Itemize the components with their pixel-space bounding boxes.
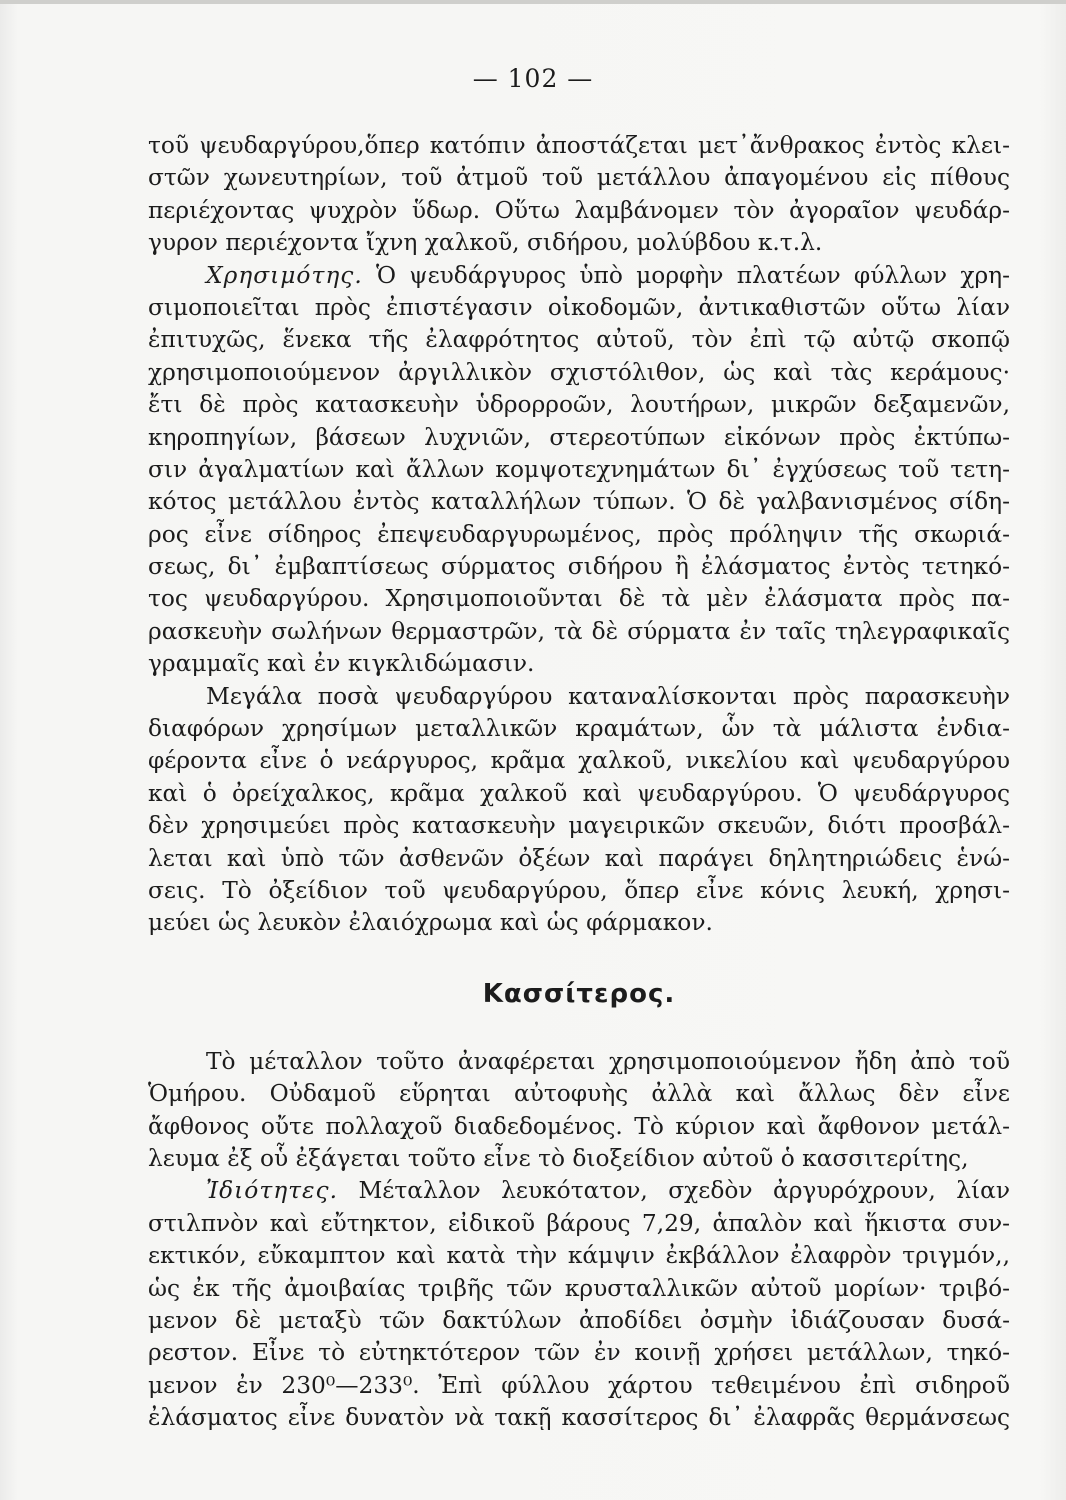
text-line: μεύει ὡς λευκὸν ἐλαιόχρωμα καὶ ὡς φάρμακον. [148, 909, 713, 937]
text-line: κότος μετάλλου ἐντὸς καταλλήλων τύπων. Ὁ δὲ γαλβανισμένος σίδη- [148, 488, 1010, 516]
text-line: χρησιμοποιούμενον ἀργιλλικὸν σχιστόλιθον, ὡς καὶ τὰς κεράμους· [148, 358, 1010, 386]
text-line: σιμοποιεῖται πρὸς ἐπιστέγασιν οἰκοδομῶν, ἀντικαθιστῶν οὕτω λίαν [148, 293, 1010, 321]
text-line: μενον ἐν 230⁰—233⁰. Ἐπὶ φύλλου χάρτου τεθειμένου ἐπὶ σιδηροῦ [148, 1371, 1010, 1399]
text-fragment: Μέταλλον λευκότατον, σχεδὸν ἀργυρόχρουν, λίαν [338, 1177, 1010, 1205]
text-line: γυρον περιέχοντα ἴχνη χαλκοῦ, σιδήρου, μολύβδου κ.τ.λ. [148, 229, 823, 257]
text-line: μενον δὲ μεταξὺ τῶν δακτύλων ἀποδίδει ὀσμὴν ἰδιάζουσαν δυσά- [148, 1306, 1010, 1334]
text-line: στῶν χωνευτηρίων, τοῦ ἀτμοῦ τοῦ μετάλλου ἀπαγομένου εἰς πίθους [148, 164, 1010, 192]
text-line: Ὁμήρου. Οὐδαμοῦ εὕρηται αὐτοφυὴς ἀλλὰ καὶ ἄλλως δὲν εἶνε [148, 1080, 1010, 1108]
text-line: σιν ἀγαλματίων καὶ ἄλλων κομψοτεχνημάτων δι᾽ ἐγχύσεως τοῦ τετη- [148, 455, 1010, 483]
page-number: — 102 — [472, 64, 594, 93]
text-line: λεται καὶ ὑπὸ τῶν ἀσθενῶν ὀξέων καὶ παράγει δηλητηριώδεις ἑνώ- [148, 844, 1010, 872]
paragraph-zinc-extraction [148, 130, 1010, 260]
text-line: κηροπηγίων, βάσεων λυχνιῶν, στερεοτύπων εἰκόνων πρὸς ἐκτύπω- [148, 423, 1010, 451]
text-fragment: Ὁ ψευδάργυρος ὑπὸ μορφὴν πλατέων φύλλων χρη- [362, 261, 1010, 289]
text-line: ὡς ἐκ τῆς ἀμοιβαίας τριβῆς τῶν κρυσταλλικῶν αὐτοῦ μορίων· τριβό- [148, 1274, 1010, 1302]
text-line: ρος εἶνε σίδηρος ἐπεψευδαργυρωμένος, πρὸς πρόληψιν τῆς σκωριά- [148, 520, 1010, 548]
text-line [148, 1175, 1010, 1207]
text-line: καὶ ὁ ὀρείχαλκος, κρᾶμα χαλκοῦ καὶ ψευδαργύρου. Ὁ ψευδάργυρος [148, 779, 1010, 807]
paragraph-tin-intro [148, 1046, 1010, 1176]
text-line: Μεγάλα ποσὰ ψευδαργύρου καταναλίσκονται πρὸς παρασκευὴν [206, 682, 1010, 710]
text-line: ρεστον. Εἶνε τὸ εὐτηκτότερον τῶν ἐν κοινῇ χρήσει μετάλλων, τηκό- [148, 1339, 1010, 1367]
text-line: τος ψευδαργύρου. Χρησιμοποιοῦνται δὲ τὰ μὲν ἐλάσματα πρὸς πα- [148, 585, 1010, 613]
section-heading-block [148, 940, 1010, 1046]
paragraph-tin-properties [148, 1175, 1010, 1434]
body-text [148, 130, 1010, 1434]
text-line: Τὸ μέταλλον τοῦτο ἀναφέρεται χρησιμοποιούμενον ἤδη ἀπὸ τοῦ [206, 1047, 1010, 1075]
text-line: δὲν χρησιμεύει πρὸς κατασκευὴν μαγειρικῶν σκευῶν, διότι προσβάλ- [148, 812, 1010, 840]
paragraph-zinc-uses [148, 260, 1010, 681]
text-line: τοῦ ψευδαργύρου,ὅπερ κατόπιν ἀποστάζεται μετ᾽ἄνθρακος ἐντὸς κλει- [148, 132, 1010, 159]
text-line: εκτικόν, εὔκαμπτον καὶ κατὰ τὴν κάμψιν ἐκβάλλον ἐλαφρὸν τριγμόν,, [148, 1242, 1010, 1270]
text-line: γραμμαῖς καὶ ἐν κιγκλιδώμασιν. [148, 650, 535, 678]
text-line: ρασκευὴν σωλήνων θερμαστρῶν, τὰ δὲ σύρματα ἐν ταῖς τηλεγραφικαῖς [148, 617, 1010, 645]
section-heading: Κασσίτερος. [482, 978, 676, 1009]
text-line: ἔτι δὲ πρὸς κατασκευὴν ὑδρορροῶν, λουτήρων, μικρῶν δεξαμενῶν, [148, 391, 1010, 419]
text-line: λευμα ἐξ οὗ ἐξάγεται τοῦτο εἶνε τὸ διοξείδιον αὐτοῦ ὁ κασσιτερίτης, [148, 1144, 969, 1172]
text-line: φέροντα εἶνε ὁ νεάργυρος, κρᾶμα χαλκοῦ, νικελίου καὶ ψευδαργύρου [148, 747, 1010, 775]
text-line [148, 260, 1010, 292]
text-line: περιέχοντας ψυχρὸν ὕδωρ. Οὕτω λαμβάνομεν τὸν ἀγοραῖον ψευδάρ- [148, 196, 1010, 224]
page-top-edge [0, 0, 1066, 4]
text-line: ἐλάσματος εἶνε δυνατὸν νὰ τακῇ κασσίτερος δι᾽ ἐλαφρᾶς θερμάνσεως [148, 1404, 1010, 1432]
paragraph-term: Χρησιμότης. [206, 261, 363, 289]
text-line: διαφόρων χρησίμων μεταλλικῶν κραμάτων, ὧν τὰ μάλιστα ἐνδια- [148, 715, 1010, 743]
text-line: ἄφθονος οὔτε πολλαχοῦ διαδεδομένος. Τὸ κύριον καὶ ἄφθονον μετάλ- [148, 1112, 1010, 1140]
paragraph-term: Ἰδιότητες. [206, 1177, 339, 1205]
paragraph-zinc-alloys [148, 681, 1010, 940]
text-line: στιλπνὸν καὶ εὔτηκτον, εἰδικοῦ βάρους 7,29, ἁπαλὸν καὶ ἥκιστα συν- [148, 1209, 1010, 1237]
text-line: ἐπιτυχῶς, ἕνεκα τῆς ἐλαφρότητος αὐτοῦ, τὸν ἐπὶ τῷ αὐτῷ σκοπῷ [148, 326, 1010, 354]
text-line: σεις. Τὸ ὀξείδιον τοῦ ψευδαργύρου, ὅπερ εἶνε κόνις λευκή, χρησι- [148, 876, 1010, 904]
text-line: σεως, δι᾽ ἐμβαπτίσεως σύρματος σιδήρου ἢ ἐλάσματος ἐντὸς τετηκό- [148, 553, 1010, 581]
